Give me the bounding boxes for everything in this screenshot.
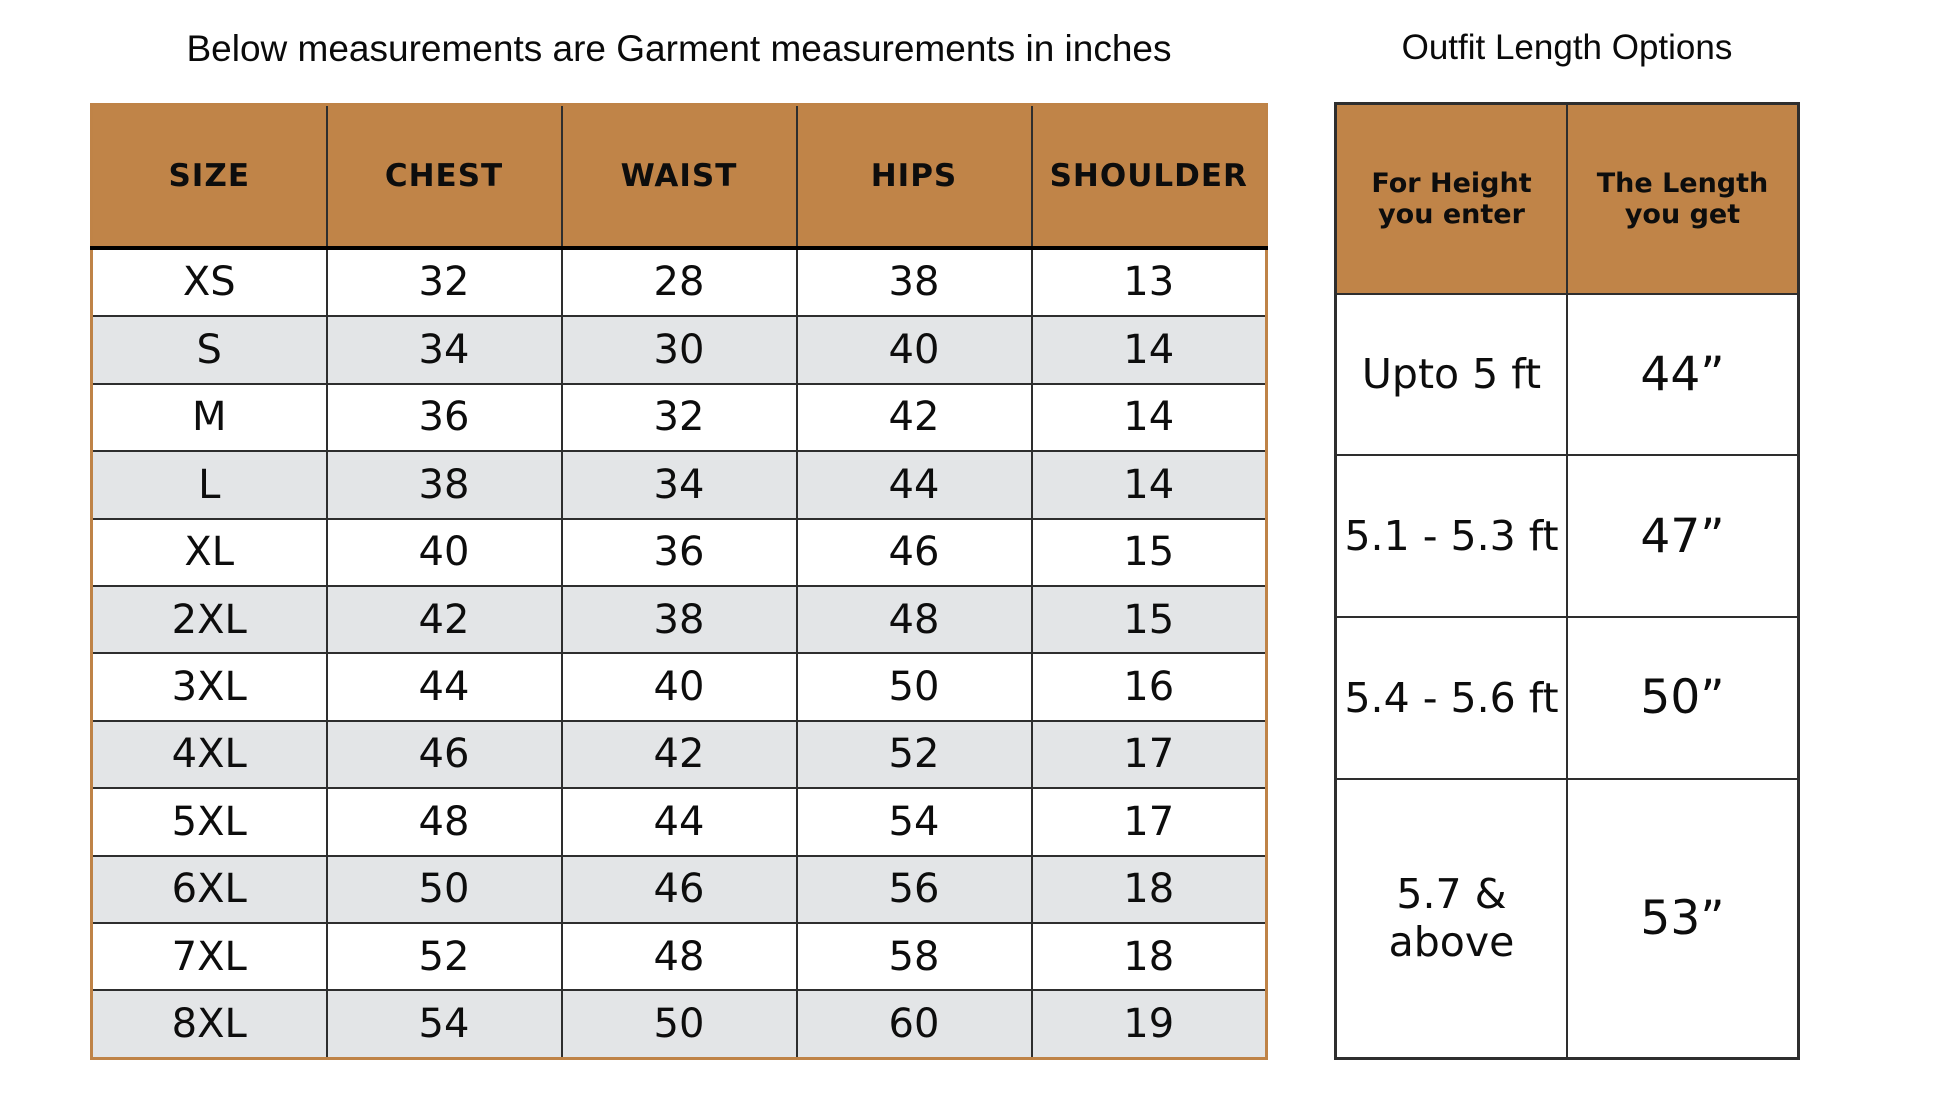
table-cell: 38	[797, 248, 1032, 317]
table-cell: 4XL	[92, 721, 327, 788]
column-header: HIPS	[797, 105, 1032, 248]
table-row	[1336, 294, 1799, 456]
table-cell: 14	[1032, 384, 1267, 451]
table-cell: M	[92, 384, 327, 451]
table-cell: 44	[797, 451, 1032, 518]
table-row	[1336, 455, 1799, 617]
table-cell: 19	[1032, 990, 1267, 1058]
table-cell: 40	[797, 316, 1032, 383]
table-cell: 50”	[1567, 617, 1799, 779]
table-cell: 50	[327, 856, 562, 923]
table-cell: 38	[562, 586, 797, 653]
table-cell: 15	[1032, 586, 1267, 653]
table-cell: 3XL	[92, 653, 327, 720]
column-header: The Length you get	[1567, 104, 1799, 294]
table-cell: 47”	[1567, 455, 1799, 617]
size-chart-table	[90, 103, 1268, 1060]
table-row	[92, 653, 1267, 720]
length-options-header-row	[1336, 104, 1799, 294]
table-cell: 18	[1032, 923, 1267, 990]
table-cell: 30	[562, 316, 797, 383]
table-row	[92, 923, 1267, 990]
table-cell: 28	[562, 248, 797, 317]
table-row	[92, 586, 1267, 653]
table-row	[1336, 617, 1799, 779]
table-cell: 52	[797, 721, 1032, 788]
table-cell: 42	[327, 586, 562, 653]
table-cell: 53”	[1567, 779, 1799, 1059]
size-chart-title: Below measurements are Garment measurements in inches	[186, 28, 1172, 69]
table-cell: 13	[1032, 248, 1267, 317]
table-cell: 32	[327, 248, 562, 317]
table-cell: 5.7 & above	[1336, 779, 1568, 1059]
table-row	[92, 248, 1267, 317]
table-cell: 14	[1032, 316, 1267, 383]
table-cell: 5XL	[92, 788, 327, 855]
table-cell: 48	[797, 586, 1032, 653]
table-cell: 5.4 - 5.6 ft	[1336, 617, 1568, 779]
table-cell: 50	[562, 990, 797, 1058]
table-cell: XS	[92, 248, 327, 317]
table-cell: 32	[562, 384, 797, 451]
table-cell: 36	[562, 519, 797, 586]
length-options-table	[1334, 102, 1800, 1060]
table-cell: 34	[562, 451, 797, 518]
table-cell: 40	[327, 519, 562, 586]
table-cell: 17	[1032, 788, 1267, 855]
table-cell: 48	[562, 923, 797, 990]
table-row	[92, 721, 1267, 788]
size-chart-header-row	[92, 105, 1267, 248]
table-cell: 34	[327, 316, 562, 383]
table-cell: 44	[562, 788, 797, 855]
table-cell: 46	[562, 856, 797, 923]
table-cell: 56	[797, 856, 1032, 923]
table-row	[92, 788, 1267, 855]
table-cell: 54	[797, 788, 1032, 855]
table-cell: 17	[1032, 721, 1267, 788]
table-cell: 40	[562, 653, 797, 720]
column-header: SIZE	[92, 105, 327, 248]
table-cell: 8XL	[92, 990, 327, 1058]
table-row	[1336, 779, 1799, 1059]
table-cell: XL	[92, 519, 327, 586]
table-row	[92, 451, 1267, 518]
column-header: WAIST	[562, 105, 797, 248]
column-header: For Height you enter	[1336, 104, 1568, 294]
table-cell: 42	[797, 384, 1032, 451]
table-cell: 44”	[1567, 294, 1799, 456]
table-cell: 14	[1032, 451, 1267, 518]
table-cell: 38	[327, 451, 562, 518]
length-options-title: Outfit Length Options	[1401, 28, 1733, 67]
table-cell: 46	[327, 721, 562, 788]
table-cell: 50	[797, 653, 1032, 720]
table-row	[92, 519, 1267, 586]
table-cell: 18	[1032, 856, 1267, 923]
table-cell: 5.1 - 5.3 ft	[1336, 455, 1568, 617]
table-cell: 2XL	[92, 586, 327, 653]
table-cell: S	[92, 316, 327, 383]
column-header: SHOULDER	[1032, 105, 1267, 248]
table-cell: 46	[797, 519, 1032, 586]
table-cell: 54	[327, 990, 562, 1058]
table-cell: 6XL	[92, 856, 327, 923]
table-row	[92, 384, 1267, 451]
table-cell: 7XL	[92, 923, 327, 990]
table-cell: Upto 5 ft	[1336, 294, 1568, 456]
table-cell: 58	[797, 923, 1032, 990]
table-cell: 44	[327, 653, 562, 720]
table-cell: 52	[327, 923, 562, 990]
table-cell: 60	[797, 990, 1032, 1058]
table-cell: 15	[1032, 519, 1267, 586]
table-cell: 48	[327, 788, 562, 855]
table-cell: 42	[562, 721, 797, 788]
table-cell: 16	[1032, 653, 1267, 720]
table-row	[92, 990, 1267, 1058]
table-cell: 36	[327, 384, 562, 451]
table-cell: L	[92, 451, 327, 518]
table-row	[92, 316, 1267, 383]
table-row	[92, 856, 1267, 923]
column-header: CHEST	[327, 105, 562, 248]
